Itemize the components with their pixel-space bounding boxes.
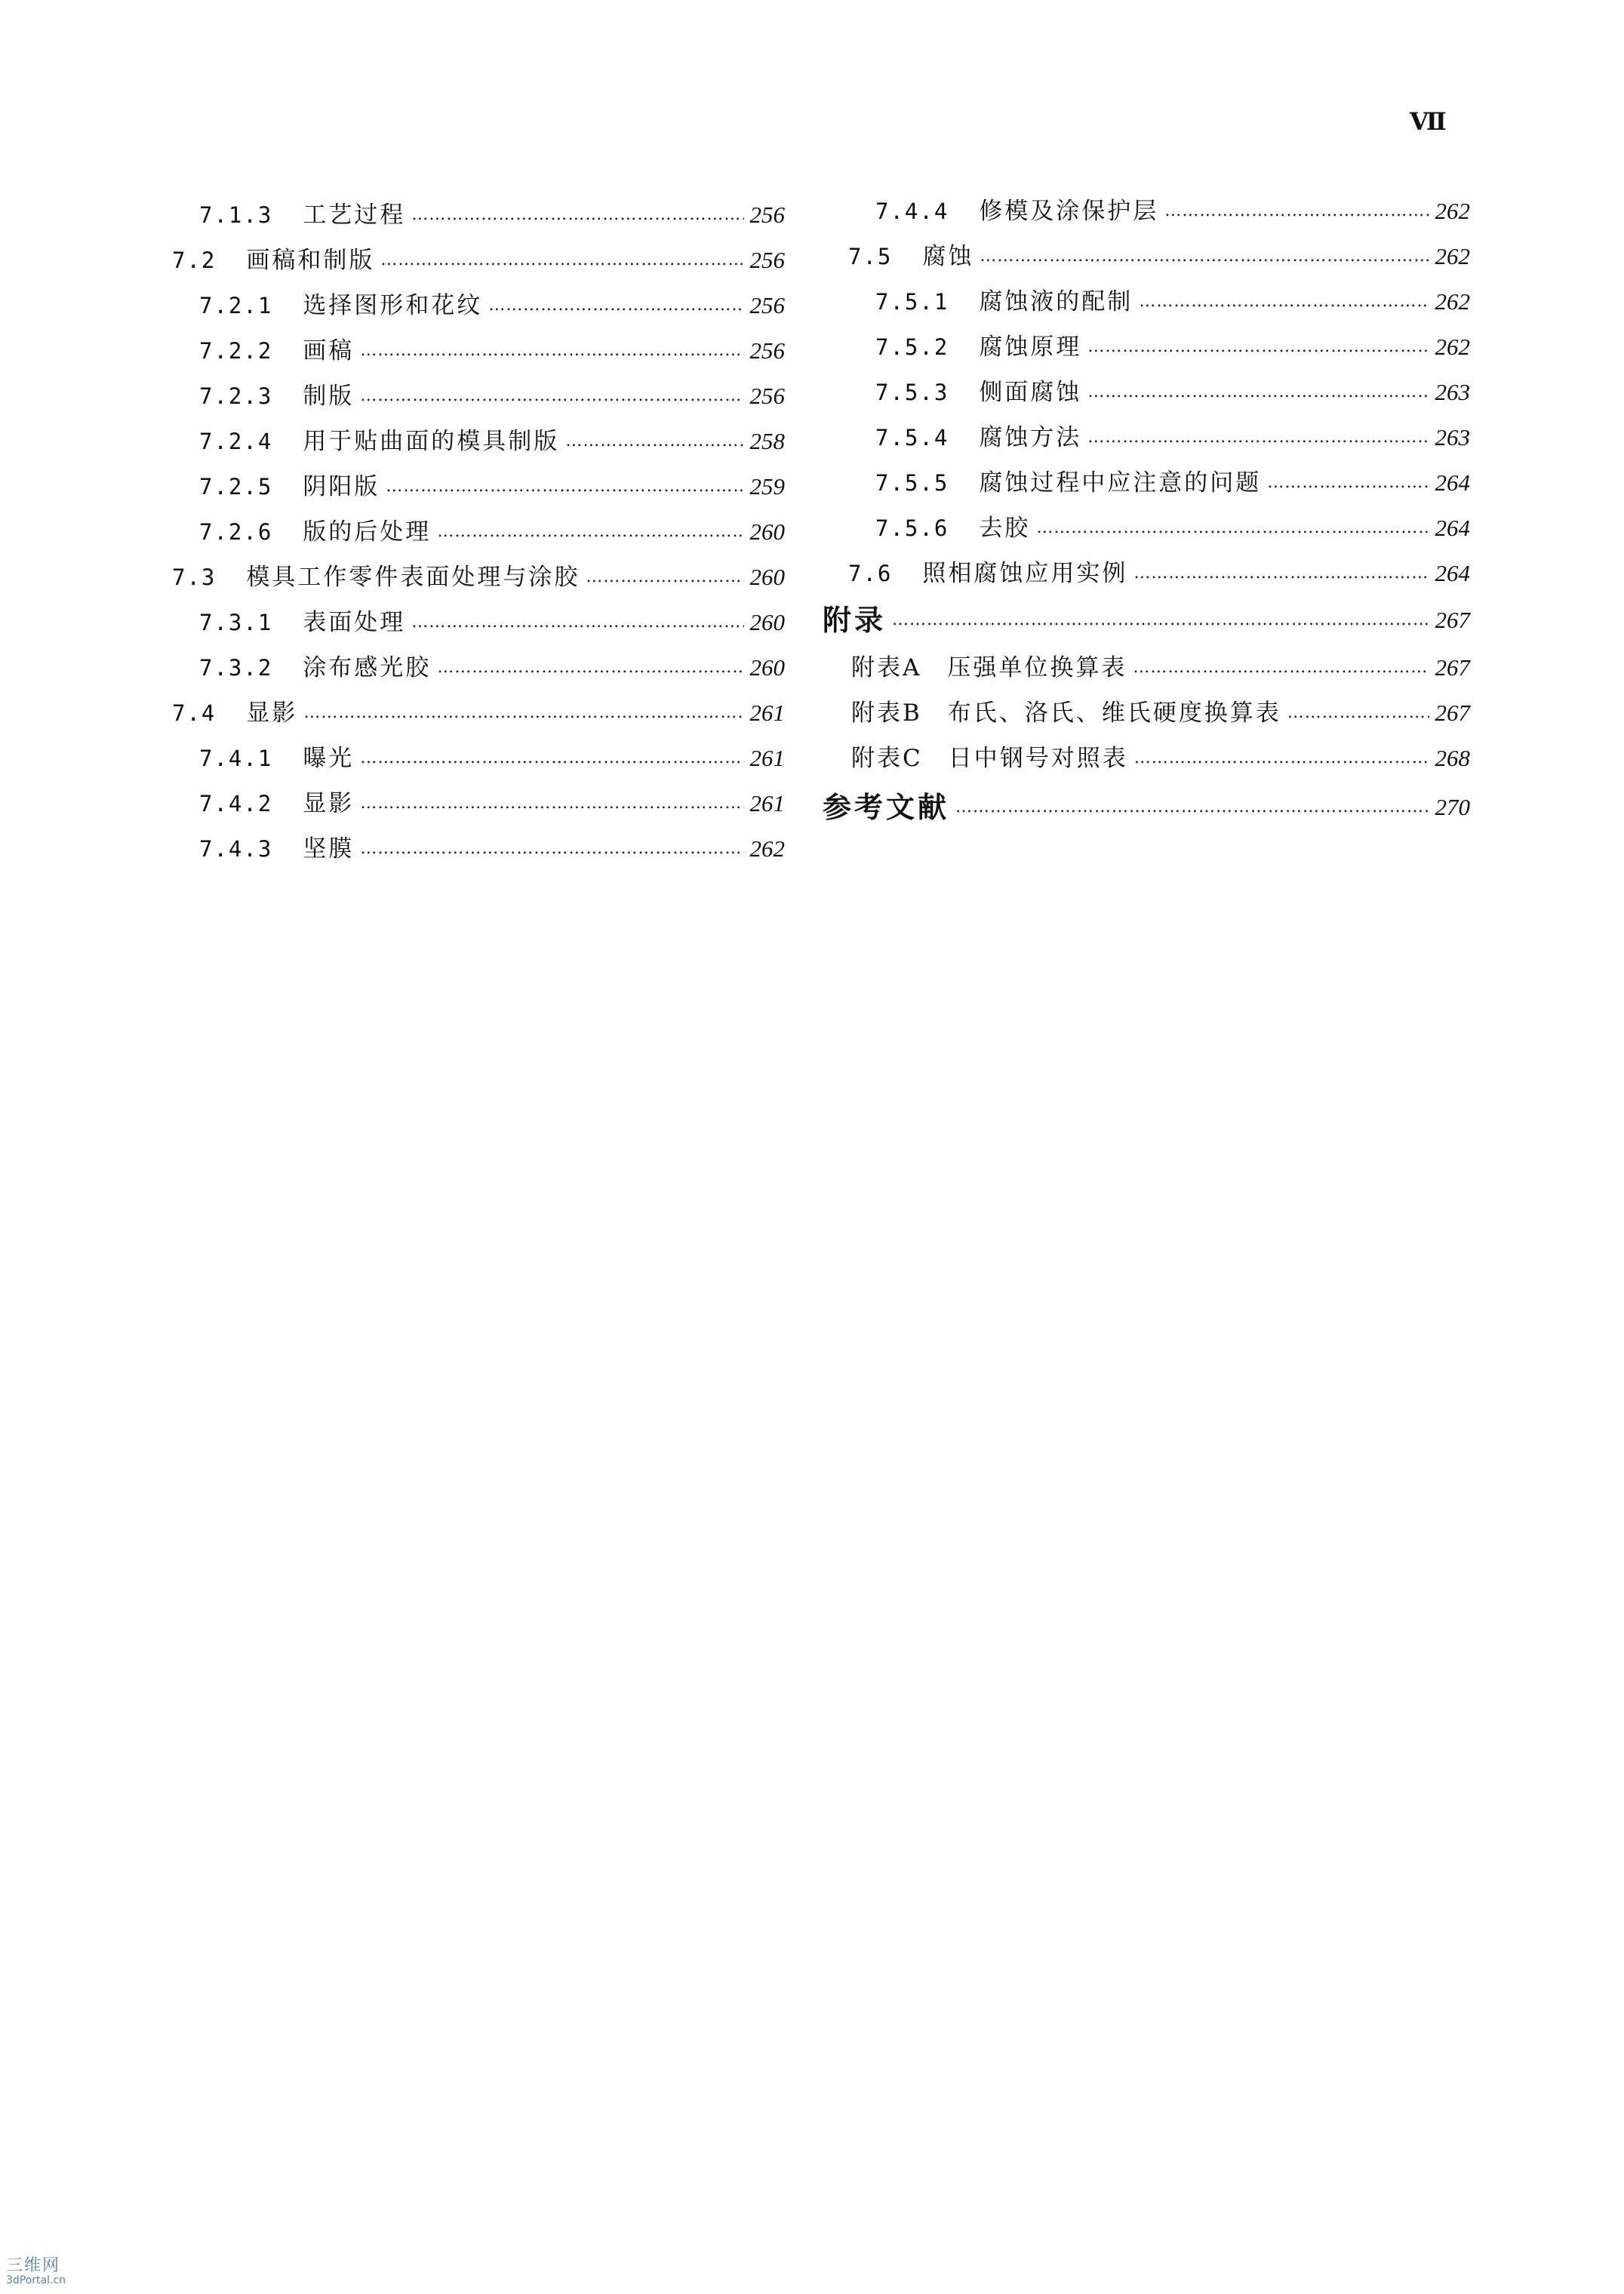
- toc-entry[interactable]: [875, 509, 1470, 547]
- toc-entry-title: 制版: [303, 383, 355, 410]
- toc-entry-appendix[interactable]: [823, 601, 1470, 639]
- toc-entry[interactable]: [199, 649, 785, 687]
- toc-leader-dots: [1164, 192, 1429, 230]
- toc-entry-page: 261: [749, 700, 785, 726]
- toc-entry-page: 260: [749, 654, 785, 681]
- toc-entry-title: 附录: [823, 603, 887, 637]
- toc-entry[interactable]: [851, 740, 1470, 777]
- toc-entry-title: 模具工作零件表面处理与涂胶: [246, 564, 580, 591]
- toc-entry-page: 261: [749, 745, 785, 771]
- toc-entry-title: 侧面腐蚀: [979, 379, 1082, 406]
- toc-leader-dots: [1139, 283, 1429, 321]
- toc-leader-dots: [1133, 555, 1429, 592]
- toc-entry[interactable]: [199, 377, 785, 415]
- toc-entry[interactable]: [199, 740, 785, 777]
- toc-entry-page: 268: [1435, 745, 1470, 771]
- toc-entry-page: 267: [1435, 700, 1470, 726]
- toc-entry[interactable]: [199, 196, 785, 234]
- toc-entry[interactable]: [172, 558, 785, 596]
- toc-entry-number: 7.5.6: [875, 515, 949, 541]
- toc-leader-dots: [892, 601, 1429, 639]
- toc-entry-page: 260: [749, 518, 785, 545]
- toc-entry-number: 7.3.1: [199, 610, 273, 635]
- toc-entry-number: 7.2.4: [199, 429, 273, 454]
- toc-leader-dots: [360, 377, 743, 415]
- toc-entry-number: 7.4.4: [875, 198, 949, 224]
- toc-entry-title: 腐蚀方法: [979, 424, 1082, 451]
- toc-entry-title: 涂布感光胶: [303, 654, 432, 681]
- toc-entry-title: 修模及涂保护层: [979, 198, 1159, 225]
- toc-entry-title: 腐蚀液的配制: [979, 288, 1133, 315]
- toc-entry-number: 7.5.2: [875, 334, 949, 360]
- toc-entry-page: 267: [1435, 654, 1470, 681]
- toc-leader-dots: [360, 332, 743, 370]
- toc-entry-number: 7.2.2: [199, 338, 273, 364]
- watermark-logo: [6, 2258, 89, 2288]
- toc-entry-number: 7.4.2: [199, 791, 273, 816]
- toc-entry-page: 262: [1435, 288, 1470, 315]
- toc-entry-number: 7.3.2: [199, 655, 273, 681]
- toc-entry-title: 附表B 布氏、洛氏、维氏硬度换算表: [851, 700, 1281, 727]
- toc-leader-dots: [437, 649, 743, 687]
- toc-leader-dots: [380, 241, 743, 279]
- toc-leader-dots: [1087, 419, 1429, 457]
- toc-leader-dots: [1133, 649, 1429, 687]
- toc-entry-page: 264: [1435, 469, 1470, 496]
- toc-leader-dots: [437, 513, 743, 551]
- toc-entry-page: 262: [1435, 334, 1470, 360]
- toc-entry[interactable]: [875, 192, 1470, 230]
- toc-entry-page: 256: [749, 337, 785, 364]
- toc-entry-number: 7.4.3: [199, 836, 273, 862]
- toc-entry-number: 7.5: [848, 244, 893, 269]
- toc-entry-title: 腐蚀过程中应注意的问题: [979, 469, 1262, 497]
- toc-entry-title: 显影: [303, 790, 355, 817]
- toc-entry[interactable]: [848, 555, 1470, 592]
- page-number: Ⅶ: [1410, 108, 1445, 135]
- toc-leader-dots: [586, 558, 743, 596]
- toc-leader-dots: [386, 468, 743, 506]
- toc-entry[interactable]: [172, 241, 785, 279]
- toc-entry-page: 260: [749, 564, 785, 590]
- toc-entry-number: 7.3: [172, 564, 217, 590]
- toc-leader-dots: [360, 830, 743, 868]
- toc-entry-page: 267: [1435, 607, 1470, 633]
- toc-leader-dots: [955, 789, 1429, 826]
- toc-entry-title: 表面处理: [303, 609, 406, 636]
- toc-entry-number: 7.4: [172, 700, 217, 726]
- toc-entry[interactable]: [199, 513, 785, 551]
- toc-leader-dots: [411, 196, 743, 234]
- toc-entry-page: 263: [1435, 424, 1470, 450]
- toc-entry-title: 参考文献: [823, 790, 950, 824]
- toc-entry-number: 7.5.1: [875, 289, 949, 315]
- toc-entry-title: 坚膜: [303, 835, 355, 863]
- toc-entry[interactable]: [875, 374, 1470, 411]
- toc-entry-page: 256: [749, 247, 785, 273]
- toc-entry-title: 版的后处理: [303, 518, 432, 546]
- toc-entry-page: 264: [1435, 515, 1470, 541]
- toc-entry-title: 曝光: [303, 745, 355, 772]
- toc-entry[interactable]: [851, 649, 1470, 687]
- toc-entry-page: 260: [749, 609, 785, 635]
- toc-leader-dots: [565, 423, 743, 460]
- toc-entry[interactable]: [199, 287, 785, 324]
- toc-leader-dots: [1036, 509, 1429, 547]
- toc-entry-number: 7.6: [848, 561, 893, 586]
- toc-leader-dots: [488, 287, 743, 324]
- toc-entry[interactable]: [199, 785, 785, 823]
- toc-leader-dots: [1134, 740, 1429, 777]
- toc-entry[interactable]: [199, 468, 785, 506]
- toc-entry-page: 263: [1435, 379, 1470, 405]
- toc-entry-page: 270: [1435, 794, 1470, 820]
- toc-entry-title: 选择图形和花纹: [303, 292, 483, 319]
- toc-leader-dots: [303, 694, 743, 732]
- toc-entry-number: 7.2.6: [199, 519, 273, 545]
- toc-entry-number: 7.2.1: [199, 293, 273, 318]
- toc-entry-number: 7.4.1: [199, 746, 273, 771]
- watermark-line2: 3dPortal.cn: [6, 2274, 66, 2286]
- toc-entry-page: 256: [749, 383, 785, 409]
- toc-entry-number: 7.2.5: [199, 474, 273, 500]
- toc-entry[interactable]: [199, 332, 785, 370]
- toc-leader-dots: [1087, 328, 1429, 366]
- toc-entry-page: 262: [1435, 243, 1470, 269]
- toc-entry[interactable]: [848, 238, 1470, 275]
- toc-leader-dots: [360, 740, 743, 777]
- toc-entry-page: 256: [749, 201, 785, 228]
- toc-entry-page: 264: [1435, 560, 1470, 586]
- toc-entry-title: 腐蚀: [922, 243, 974, 270]
- toc-entry[interactable]: [199, 423, 785, 460]
- toc-entry-number: 7.5.3: [875, 380, 949, 405]
- toc-entry-title: 画稿和制版: [246, 247, 375, 274]
- toc-entry-references[interactable]: [823, 789, 1470, 826]
- toc-entry[interactable]: [875, 328, 1470, 366]
- toc-entry-title: 阴阳版: [303, 473, 380, 500]
- toc-entry-number: 7.2: [172, 248, 217, 273]
- toc-entry-title: 腐蚀原理: [979, 334, 1082, 361]
- toc-leader-dots: [980, 238, 1429, 275]
- toc-entry[interactable]: [851, 694, 1470, 732]
- toc-entry-number: 7.5.4: [875, 425, 949, 450]
- toc-entry-page: 258: [749, 428, 785, 454]
- toc-entry-title: 画稿: [303, 337, 355, 364]
- toc-entry[interactable]: [199, 604, 785, 641]
- toc-leader-dots: [360, 785, 743, 823]
- toc-entry-number: 7.5.5: [875, 470, 949, 496]
- toc-entry-number: 7.2.3: [199, 383, 273, 409]
- toc-entry-title: 显影: [246, 700, 298, 727]
- toc-entry-page: 259: [749, 473, 785, 500]
- toc-entry-page: 262: [1435, 198, 1470, 224]
- toc-entry[interactable]: [875, 419, 1470, 457]
- toc-leader-dots: [1267, 464, 1429, 502]
- toc-leader-dots: [411, 604, 743, 641]
- toc-entry-title: 用于贴曲面的模具制版: [303, 428, 560, 455]
- toc-entry-page: 261: [749, 790, 785, 816]
- toc-entry[interactable]: [875, 464, 1470, 502]
- toc-entry-title: 工艺过程: [303, 201, 406, 229]
- toc-entry-page: 262: [749, 835, 785, 862]
- watermark-line1: 三维网: [6, 2256, 61, 2275]
- toc-entry[interactable]: [172, 694, 785, 732]
- toc-entry-page: 256: [749, 292, 785, 318]
- toc-leader-dots: [1287, 694, 1429, 732]
- toc-entry-number: 7.1.3: [199, 202, 273, 228]
- toc-entry-title: 附表C 日中钢号对照表: [851, 745, 1128, 772]
- toc-entry[interactable]: [199, 830, 785, 868]
- toc-entry[interactable]: [875, 283, 1470, 321]
- toc-leader-dots: [1087, 374, 1429, 411]
- toc-entry-title: 照相腐蚀应用实例: [922, 560, 1128, 587]
- toc-entry-title: 去胶: [979, 515, 1031, 542]
- toc-entry-title: 附表A 压强单位换算表: [851, 654, 1127, 681]
